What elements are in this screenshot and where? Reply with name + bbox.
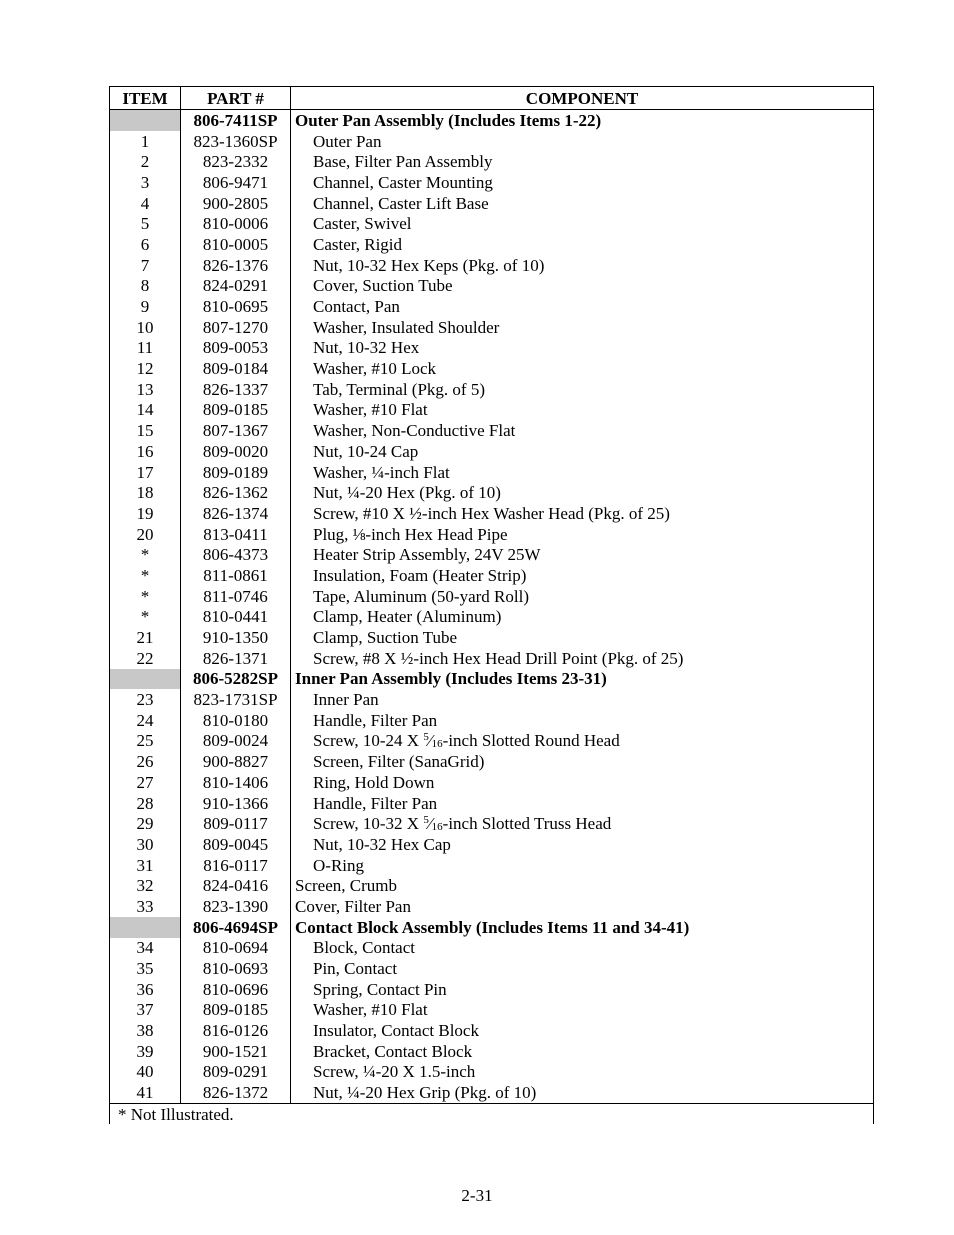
component-description: Contact, Pan <box>291 296 874 317</box>
component-description: Screen, Crumb <box>291 875 874 896</box>
part-number: 807-1270 <box>181 317 291 338</box>
fraction-numerator: 5 <box>423 731 429 744</box>
component-description: Block, Contact <box>291 938 874 959</box>
component-text-suffix: -inch Slotted Truss Head <box>442 814 612 834</box>
component-description: Inner Pan <box>291 689 874 710</box>
item-number: 19 <box>110 503 181 524</box>
item-number: 16 <box>110 441 181 462</box>
table-row <box>110 213 874 234</box>
item-number: 2 <box>110 151 181 172</box>
part-number: 810-0695 <box>181 296 291 317</box>
component-description: Cover, Suction Tube <box>291 276 874 297</box>
item-number: 31 <box>110 855 181 876</box>
page-number: 2-31 <box>461 1186 493 1205</box>
table-row <box>110 317 874 338</box>
component-description: Nut, ¼-20 Hex (Pkg. of 10) <box>291 482 874 503</box>
item-number: 39 <box>110 1041 181 1062</box>
item-number: 36 <box>110 979 181 1000</box>
component-description: Caster, Rigid <box>291 234 874 255</box>
table-row <box>110 751 874 772</box>
table-header-row <box>110 87 874 110</box>
fraction-denominator: 16 <box>431 821 443 834</box>
component-description: Washer, #10 Lock <box>291 358 874 379</box>
fraction-slash: ⁄ <box>428 731 432 751</box>
table-row <box>110 958 874 979</box>
item-number: 33 <box>110 896 181 917</box>
component-description: Outer Pan Assembly (Includes Items 1-22) <box>291 110 874 131</box>
part-number: 809-0185 <box>181 1000 291 1021</box>
item-number: 29 <box>110 813 181 834</box>
parts-table-body <box>110 110 874 1104</box>
assembly-row <box>110 669 874 690</box>
component-description: Ring, Hold Down <box>291 772 874 793</box>
component-description: Insulator, Contact Block <box>291 1020 874 1041</box>
part-number: 910-1366 <box>181 793 291 814</box>
item-number: 10 <box>110 317 181 338</box>
table-row <box>110 1082 874 1103</box>
table-row <box>110 710 874 731</box>
component-text-prefix: Screw, 10-32 X <box>313 814 424 834</box>
component-description: Washer, ¼-inch Flat <box>291 462 874 483</box>
footnote-box <box>109 1103 874 1124</box>
item-number: 41 <box>110 1082 181 1103</box>
fraction-denominator: 16 <box>431 738 443 751</box>
part-number: 809-0117 <box>181 813 291 834</box>
component-description: Nut, 10-32 Hex Keps (Pkg. of 10) <box>291 255 874 276</box>
part-number: 810-0005 <box>181 234 291 255</box>
table-row <box>110 627 874 648</box>
component-description: Insulation, Foam (Heater Strip) <box>291 565 874 586</box>
component-description: Pin, Contact <box>291 958 874 979</box>
part-number: 810-0441 <box>181 607 291 628</box>
header-item: ITEM <box>110 87 181 110</box>
table-row <box>110 813 874 834</box>
part-number: 910-1350 <box>181 627 291 648</box>
component-description: Handle, Filter Pan <box>291 793 874 814</box>
item-number: 5 <box>110 213 181 234</box>
component-description: Outer Pan <box>291 131 874 152</box>
part-number: 816-0126 <box>181 1020 291 1041</box>
component-description: Clamp, Heater (Aluminum) <box>291 607 874 628</box>
component-description: O-Ring <box>291 855 874 876</box>
table-row <box>110 524 874 545</box>
part-number: 809-0024 <box>181 731 291 752</box>
table-row <box>110 172 874 193</box>
table-row <box>110 544 874 565</box>
component-description: Washer, Insulated Shoulder <box>291 317 874 338</box>
table-row <box>110 586 874 607</box>
component-text-prefix: Screw, 10-24 X <box>313 731 424 751</box>
part-number: 826-1374 <box>181 503 291 524</box>
table-row <box>110 938 874 959</box>
part-number: 811-0861 <box>181 565 291 586</box>
footnote-text: * Not Illustrated. <box>118 1105 234 1124</box>
part-number: 823-1390 <box>181 896 291 917</box>
item-number: 15 <box>110 420 181 441</box>
table-row <box>110 296 874 317</box>
table-row <box>110 731 874 752</box>
part-number: 826-1372 <box>181 1082 291 1103</box>
table-row <box>110 255 874 276</box>
component-description: Channel, Caster Lift Base <box>291 193 874 214</box>
item-number: 25 <box>110 731 181 752</box>
item-number <box>110 669 181 690</box>
item-number: 23 <box>110 689 181 710</box>
part-number: 809-0291 <box>181 1062 291 1083</box>
part-number: 809-0185 <box>181 400 291 421</box>
item-number: 20 <box>110 524 181 545</box>
part-number: 809-0053 <box>181 338 291 359</box>
component-description: Nut, 10-32 Hex <box>291 338 874 359</box>
item-number: 14 <box>110 400 181 421</box>
component-description: Cover, Filter Pan <box>291 896 874 917</box>
part-number: 806-4694SP <box>181 917 291 938</box>
table-row <box>110 358 874 379</box>
component-description: Screw, #10 X ½-inch Hex Washer Head (Pkg. of 25) <box>291 503 874 524</box>
table-row <box>110 462 874 483</box>
fraction-numerator: 5 <box>423 814 429 827</box>
part-number: 824-0291 <box>181 276 291 297</box>
item-number: 26 <box>110 751 181 772</box>
table-row <box>110 689 874 710</box>
assembly-row <box>110 110 874 131</box>
component-description: Tab, Terminal (Pkg. of 5) <box>291 379 874 400</box>
component-description: Washer, Non-Conductive Flat <box>291 420 874 441</box>
table-row <box>110 400 874 421</box>
table-row <box>110 131 874 152</box>
component-description: Washer, #10 Flat <box>291 400 874 421</box>
item-number: * <box>110 607 181 628</box>
item-number: 40 <box>110 1062 181 1083</box>
table-row <box>110 379 874 400</box>
header-component: COMPONENT <box>291 87 874 110</box>
table-row <box>110 565 874 586</box>
item-number: 38 <box>110 1020 181 1041</box>
item-number: 17 <box>110 462 181 483</box>
item-number: 30 <box>110 834 181 855</box>
part-number: 810-1406 <box>181 772 291 793</box>
item-number: 32 <box>110 875 181 896</box>
item-number: * <box>110 565 181 586</box>
part-number: 810-0694 <box>181 938 291 959</box>
part-number: 809-0184 <box>181 358 291 379</box>
item-number: 3 <box>110 172 181 193</box>
part-number: 807-1367 <box>181 420 291 441</box>
table-row <box>110 1020 874 1041</box>
item-number: * <box>110 544 181 565</box>
component-description: Screw, ¼-20 X 1.5-inch <box>291 1062 874 1083</box>
item-number: 12 <box>110 358 181 379</box>
item-number: 34 <box>110 938 181 959</box>
table-row <box>110 875 874 896</box>
item-number: 6 <box>110 234 181 255</box>
table-row <box>110 896 874 917</box>
header-part-number: PART # <box>181 87 291 110</box>
table-row <box>110 151 874 172</box>
item-number: 24 <box>110 710 181 731</box>
component-description: Spring, Contact Pin <box>291 979 874 1000</box>
component-description: Channel, Caster Mounting <box>291 172 874 193</box>
table-row <box>110 648 874 669</box>
item-number: 13 <box>110 379 181 400</box>
table-row <box>110 1000 874 1021</box>
item-number: 7 <box>110 255 181 276</box>
table-row <box>110 234 874 255</box>
component-description: Nut, 10-24 Cap <box>291 441 874 462</box>
item-number: 18 <box>110 482 181 503</box>
item-number: 27 <box>110 772 181 793</box>
item-number <box>110 917 181 938</box>
part-number: 806-4373 <box>181 544 291 565</box>
part-number: 809-0045 <box>181 834 291 855</box>
table-row <box>110 793 874 814</box>
table-row <box>110 338 874 359</box>
parts-table-container <box>109 86 873 1104</box>
table-row <box>110 482 874 503</box>
part-number: 810-0696 <box>181 979 291 1000</box>
table-row <box>110 855 874 876</box>
component-description: Bracket, Contact Block <box>291 1041 874 1062</box>
item-number: 4 <box>110 193 181 214</box>
part-number: 900-2805 <box>181 193 291 214</box>
part-number: 810-0693 <box>181 958 291 979</box>
item-number: 11 <box>110 338 181 359</box>
assembly-row <box>110 917 874 938</box>
component-description: Plug, ⅛-inch Hex Head Pipe <box>291 524 874 545</box>
part-number: 826-1362 <box>181 482 291 503</box>
table-row <box>110 772 874 793</box>
item-number: 22 <box>110 648 181 669</box>
component-text-suffix: -inch Slotted Round Head <box>442 731 620 751</box>
part-number: 826-1376 <box>181 255 291 276</box>
part-number: 806-7411SP <box>181 110 291 131</box>
part-number: 809-0020 <box>181 441 291 462</box>
part-number: 823-1731SP <box>181 689 291 710</box>
part-number: 900-1521 <box>181 1041 291 1062</box>
component-description: Contact Block Assembly (Includes Items 11 and 34-41) <box>291 917 874 938</box>
part-number: 813-0411 <box>181 524 291 545</box>
component-description: Tape, Aluminum (50-yard Roll) <box>291 586 874 607</box>
component-description: Screw, #8 X ½-inch Hex Head Drill Point (Pkg. of 25) <box>291 648 874 669</box>
table-row <box>110 1062 874 1083</box>
item-number: * <box>110 586 181 607</box>
part-number: 810-0180 <box>181 710 291 731</box>
component-description: Handle, Filter Pan <box>291 710 874 731</box>
part-number: 900-8827 <box>181 751 291 772</box>
table-row <box>110 441 874 462</box>
item-number: 28 <box>110 793 181 814</box>
part-number: 824-0416 <box>181 875 291 896</box>
part-number: 811-0746 <box>181 586 291 607</box>
parts-table <box>109 86 874 1104</box>
part-number: 806-9471 <box>181 172 291 193</box>
component-description: Nut, 10-32 Hex Cap <box>291 834 874 855</box>
part-number: 809-0189 <box>181 462 291 483</box>
part-number: 823-2332 <box>181 151 291 172</box>
item-number: 35 <box>110 958 181 979</box>
table-row <box>110 276 874 297</box>
part-number: 810-0006 <box>181 213 291 234</box>
item-number: 37 <box>110 1000 181 1021</box>
table-row <box>110 420 874 441</box>
item-number: 21 <box>110 627 181 648</box>
table-row <box>110 607 874 628</box>
component-description: Caster, Swivel <box>291 213 874 234</box>
table-row <box>110 979 874 1000</box>
table-row <box>110 503 874 524</box>
component-description <box>291 813 874 834</box>
component-description: Nut, ¼-20 Hex Grip (Pkg. of 10) <box>291 1082 874 1103</box>
fraction-slash: ⁄ <box>428 814 432 834</box>
component-description <box>291 731 874 752</box>
part-number: 806-5282SP <box>181 669 291 690</box>
item-number: 8 <box>110 276 181 297</box>
component-description: Base, Filter Pan Assembly <box>291 151 874 172</box>
item-number <box>110 110 181 131</box>
table-row <box>110 1041 874 1062</box>
component-description: Inner Pan Assembly (Includes Items 23-31) <box>291 669 874 690</box>
part-number: 816-0117 <box>181 855 291 876</box>
part-number: 826-1337 <box>181 379 291 400</box>
component-description: Heater Strip Assembly, 24V 25W <box>291 544 874 565</box>
item-number: 1 <box>110 131 181 152</box>
component-description: Washer, #10 Flat <box>291 1000 874 1021</box>
component-description: Clamp, Suction Tube <box>291 627 874 648</box>
component-description: Screen, Filter (SanaGrid) <box>291 751 874 772</box>
part-number: 826-1371 <box>181 648 291 669</box>
part-number: 823-1360SP <box>181 131 291 152</box>
table-row <box>110 834 874 855</box>
table-row <box>110 193 874 214</box>
item-number: 9 <box>110 296 181 317</box>
